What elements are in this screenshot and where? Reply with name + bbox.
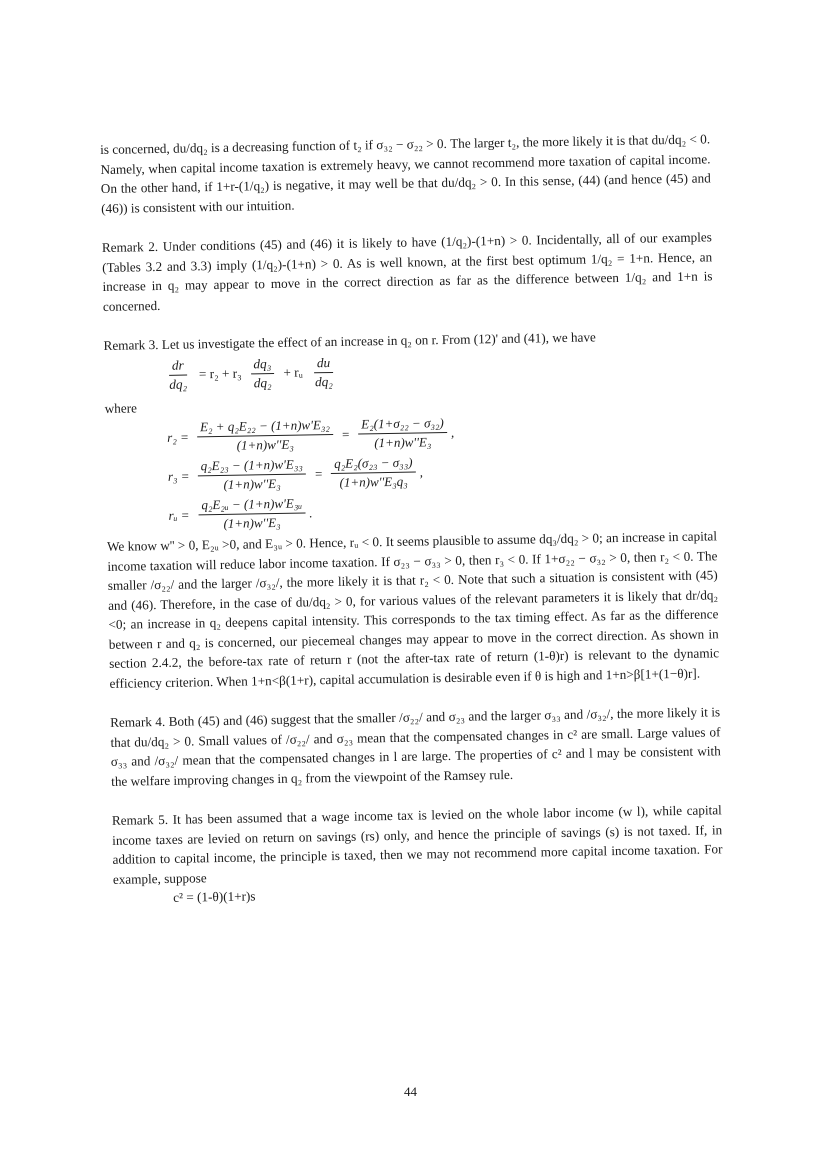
frac-denominator: dq₂	[314, 373, 333, 389]
frac-denominator: dq₂	[169, 376, 188, 392]
equation-term: = r₂ + r₃	[198, 365, 242, 382]
remark-3-body: We know w'' > 0, E₂ᵤ >0, and E₃ᵤ > 0. Hence, rᵤ < 0. It seems plausible to assume dq₃/dq₂ > 0; an increase in capital income taxation will reduce labor income taxation. If σ₂₃ − σ₃₃ > 0, then r₃ < 0. If 1+σ₂₂ − σ₃₂ > 0, then r₂ < 0. The smaller /σ₂₂/ and the larger /σ₃₂/, the more likely it is that r₂ < 0. Note that such a situation is consistent with (45) and (46). Therefore, in the case of du/dq₂ > 0, for various values of the relevant parameters it is likely that dr/dq₂ <0; an increase in q₂ deepens capital intensity. This corresponds to the tax timing effect. As far as the difference between r and q₂ is concerned, our piecemeal changes may appear to move in the correct direction. As shown in section 2.4.2, the before-tax rate of return r (not the after-tax rate of return (1-θ)r) is relevant to the dynamic efficiency criterion. When 1+n<β(1+r), capital accumulation is desirable even if θ is high and 1+n>β[1+(1−θ)r].	[106, 528, 720, 691]
page-body	[100, 129, 723, 908]
remark-3-intro: Remark 3. Let us investigate the effect of an increase in q₂ on r. From (12)' and (41), we have	[103, 329, 596, 353]
paragraph-1: is concerned, du/dq₂ is a decreasing function of t₂ if σ₃₂ − σ₂₂ > 0. The larger t₂, the more likely it is that du/dq₂ < 0. Namely, when capital income taxation is extremely heavy, we cannot recommend more taxation of capital income. On the other hand, if 1+r-(1/q₂) is negative, it may well be that du/dq₂ > 0. In this sense, (44) (and hence (45) and (46)) is consistent with our intuition.	[100, 131, 711, 216]
frac-numerator: dq₃	[250, 354, 274, 373]
frac-numerator: du	[314, 353, 334, 372]
frac-numerator: E₂(1+σ₂₂ − σ₃₂)	[358, 414, 447, 435]
frac-numerator: E₂ + q₂E₂₂ − (1+n)w'E₃₂	[197, 416, 333, 437]
frac-numerator: q₂E₂(σ₂₃ − σ₃₃)	[331, 454, 416, 474]
frac-numerator: q₂E₂ᵤ − (1+n)w'E₃ᵤ	[198, 494, 305, 515]
fraction	[198, 494, 305, 533]
remark-5: Remark 5. It has been assumed that a wage income tax is levied on the whole labor income (w l), while capital income taxes are levied on return on savings (rs) only, and hence the principle of savings (s) is not taxed. If, in addition to capital income, the principle is taxed, then we may not recommend more capital income taxation. For example, suppose	[111, 802, 723, 887]
frac-dr-dq2	[166, 356, 190, 393]
equation-block	[167, 409, 717, 534]
equation-lhs: r₃ =	[167, 468, 190, 484]
equation-lhs: r₂ =	[167, 429, 189, 445]
frac-denominator: (1+n)w''E₃	[374, 434, 432, 451]
frac-du-dq2	[312, 353, 336, 390]
frac-denominator: (1+n)w''E₃	[223, 475, 281, 492]
remark-4: Remark 4. Both (45) and (46) suggest that the smaller /σ₂₂/ and σ₂₃ and the larger σ₃₃ and /σ₃₂/, the more likely it is that du/dq₂ > 0. Small values of /σ₂₂/ and σ₂₃ mean that the compensated changes in c² are small. Large values of σ₃₃ and /σ₃₂/ mean that the compensated changes in l are large. The properties of c² and l may be consistent with the welfare improving changes in q₂ from the viewpoint of the Ramsey rule.	[110, 704, 721, 789]
fraction	[331, 454, 416, 492]
frac-denominator: dq₂	[253, 374, 272, 390]
equation-c2: c² = (1-θ)(1+r)s	[173, 888, 256, 905]
equation-term: + rᵤ	[283, 364, 303, 381]
frac-denominator: (1+n)w''E₃q₃	[339, 473, 408, 490]
frac-numerator: q₂E₂₃ − (1+n)w'E₃₃	[198, 455, 306, 476]
fraction	[198, 455, 307, 494]
equation-dr-dq2	[162, 347, 715, 394]
page-number: 44	[404, 1084, 417, 1099]
equation-r2: r₂ = $\frac{\text{E₂ + q₂E₂₂ − (1+n)w'E₃₂}}{\text{(1+n)w''E₃}}$ = $\frac{\text{E₂(1+σ₂₂ − σ₃₂)}}{\text{(1+n)w''E₃}}$ ,	[167, 409, 716, 456]
equation-r3: r₃ = $\frac{\text{q₂E₂₃ − (1+n)w'E₃₃}}{\text{(1+n)w''E₃}}$ = $\frac{\text{q₂E₂(σ₂₃ − σ₃₃)}}{\text{(1+n)w''E₃q₃}}$ ,	[168, 448, 717, 495]
fraction	[197, 416, 334, 455]
equation-lhs: rᵤ =	[168, 507, 190, 523]
frac-numerator: dr	[169, 356, 187, 375]
equation-ru: rᵤ = $\frac{\text{q₂E₂ᵤ − (1+n)w'E₃ᵤ}}{\text{(1+n)w''E₃}}$ .	[168, 487, 717, 534]
frac-dq3-dq2	[250, 354, 274, 391]
frac-denominator: (1+n)w''E₃	[236, 436, 294, 453]
where-label: where	[104, 399, 138, 416]
fraction	[358, 414, 447, 453]
remark-2: Remark 2. Under conditions (45) and (46) it is likely to have (1/q₂)-(1+n) > 0. Incidentally, all of our examples (Tables 3.2 and 3.3) imply (1/q₂)-(1+n) > 0. As is well known, at the first best optimum 1/q₂ = 1+n. Hence, an increase in q₂ may appear to move in the correct direction as far as the difference between 1/q₂ and 1+n is concerned.	[101, 229, 713, 314]
frac-denominator: (1+n)w''E₃	[223, 514, 281, 531]
